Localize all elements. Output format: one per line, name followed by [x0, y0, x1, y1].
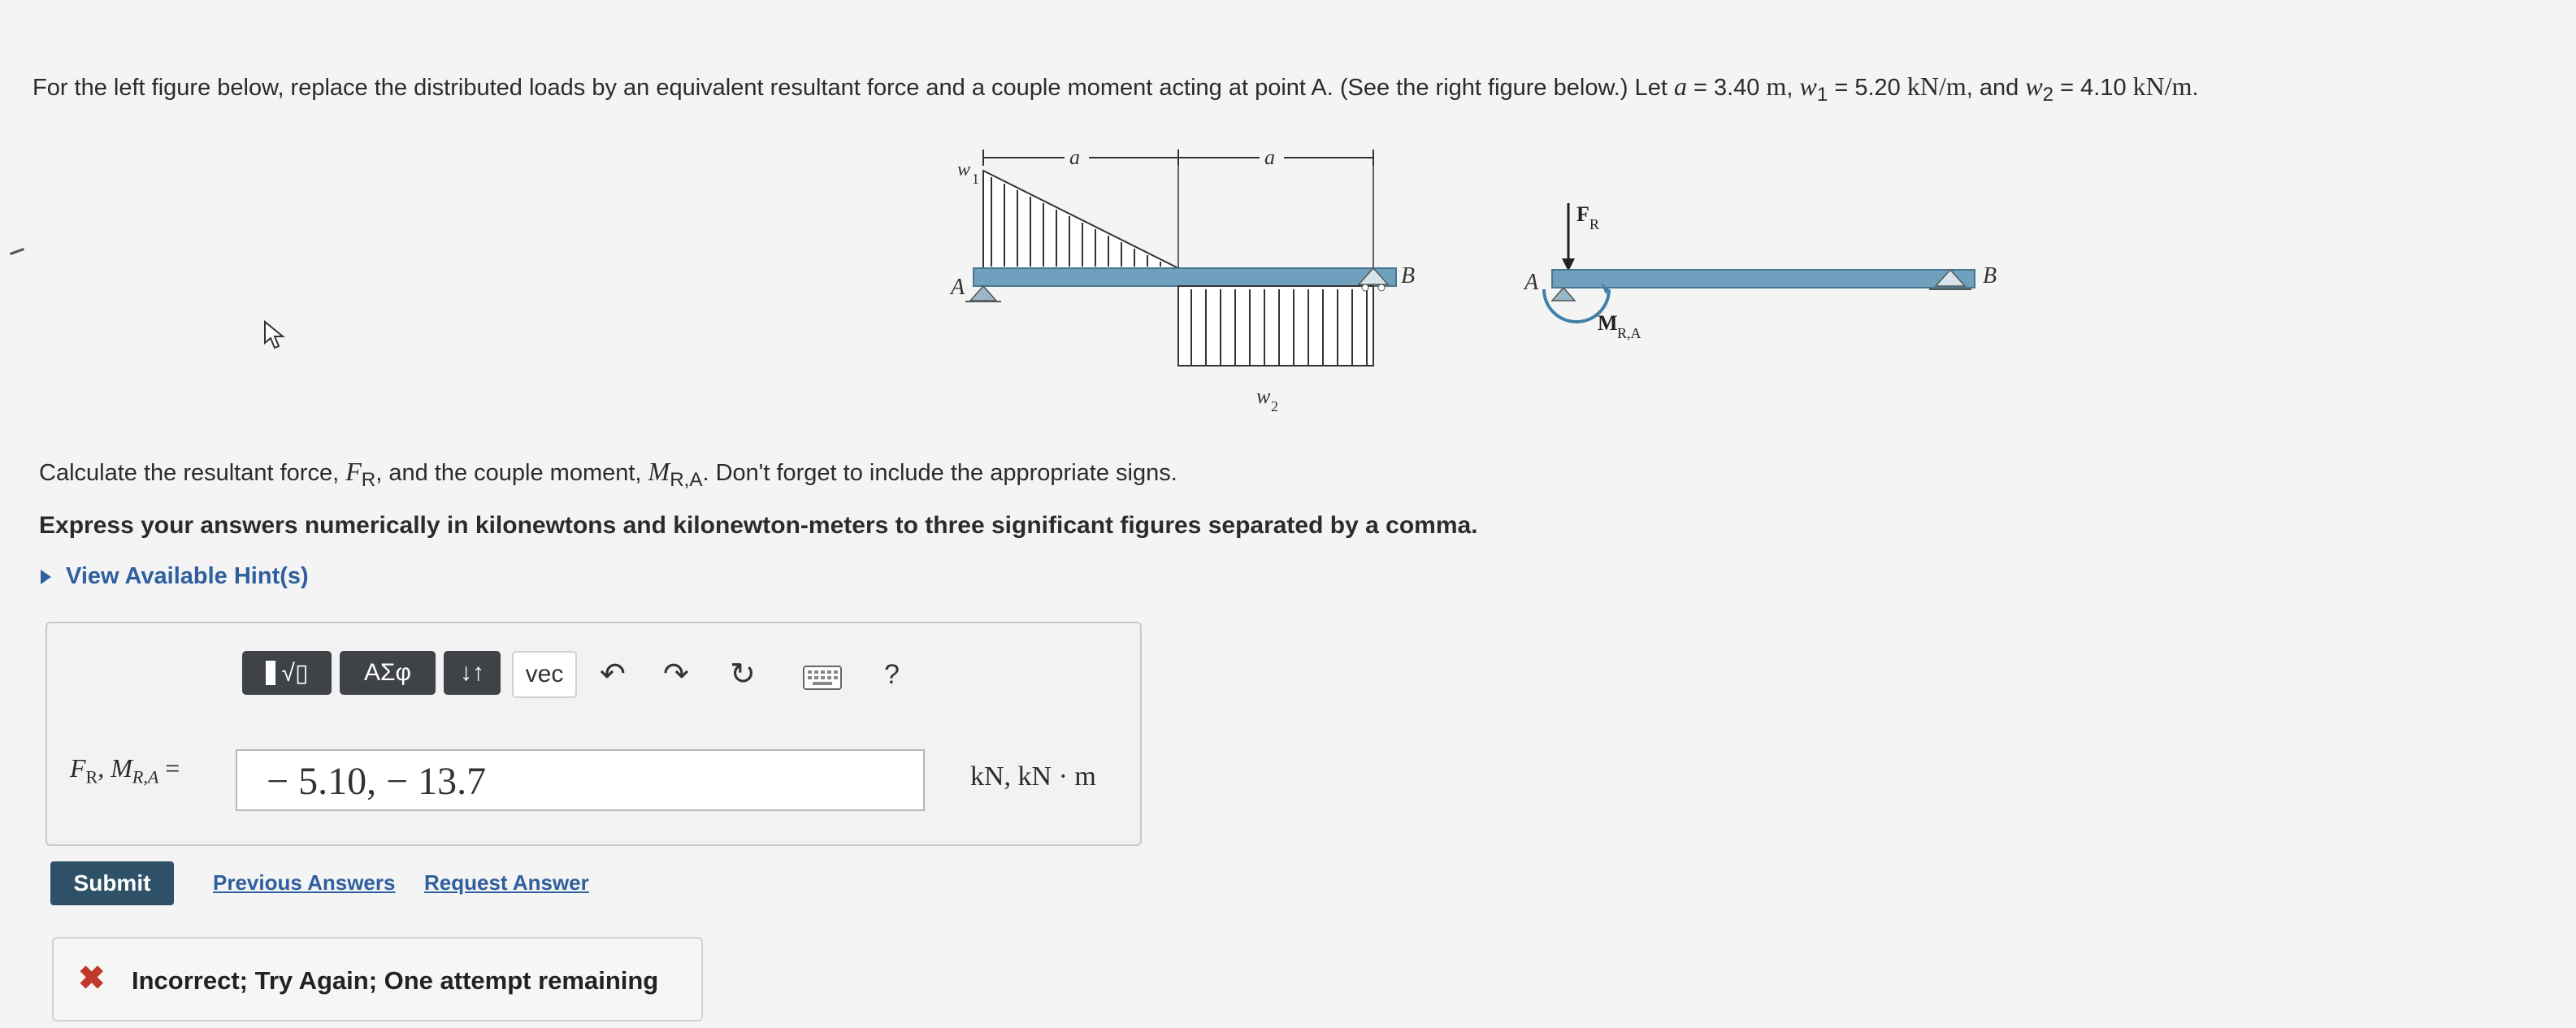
calc-fr-symbol: F [345, 457, 362, 486]
answer-label: $F_R$, $M_{R,A}$ = [70, 753, 180, 787]
point-A-label: A [951, 275, 965, 300]
incorrect-x-icon: ✖ [78, 961, 106, 996]
prompt-end: . [2192, 75, 2199, 101]
w1-label-sub: 1 [972, 171, 979, 187]
beam [974, 268, 1396, 286]
answer-units: kN, kN · m [970, 761, 1096, 792]
express-instruction: Express your answers numerically in kilonewtons and kilonewton-meters to three significant figures separated by a comma. [39, 512, 1478, 539]
w1-sub: 1 [1816, 83, 1828, 106]
feedback-box [52, 937, 703, 1021]
w1-unit: kN/m [1906, 72, 1967, 101]
answer-panel [46, 622, 1142, 846]
subscript-superscript-button[interactable]: ↓↑ [444, 651, 501, 695]
and-text: , and [1966, 75, 2019, 101]
FR-label-sub: R [1589, 216, 1600, 232]
hints-label: View Available Hint(s) [66, 563, 309, 589]
vector-button[interactable]: vec [512, 651, 577, 698]
keyboard-icon[interactable] [803, 666, 842, 690]
left-beam-figure [935, 138, 1455, 439]
MRA-label-sub: R,A [1617, 325, 1641, 341]
redo-icon[interactable]: ↷ [663, 657, 689, 692]
mouse-cursor-icon [262, 319, 291, 351]
right-point-B-label: B [1983, 263, 1997, 288]
answer-input[interactable]: − 5.10, − 13.7 [236, 749, 925, 811]
uniform-load [1178, 286, 1373, 366]
feedback-message: Incorrect; Try Again; One attempt remaining [132, 966, 659, 995]
dim-label-a-left: a [1069, 145, 1080, 169]
w1-label: w [957, 159, 971, 180]
expand-triangle-icon [41, 570, 51, 584]
MRA-label: M [1598, 311, 1618, 335]
w2-label: w [1256, 384, 1271, 408]
prompt-lead: For the left figure below, replace the distributed loads by an equivalent resultant force and a couple moment acting at point A. (See the right figure below.) Let [33, 75, 1667, 101]
w2-value: = 4.10 [2060, 75, 2127, 101]
templates-button[interactable]: √▯ [242, 651, 332, 695]
help-button[interactable]: ? [884, 659, 900, 690]
w2-sub: 2 [2042, 83, 2054, 106]
reset-icon[interactable]: ↻ [730, 657, 756, 692]
right-point-A-label: A [1524, 270, 1539, 295]
submit-button[interactable]: Submit [50, 861, 174, 905]
var-w2: w [2025, 72, 2043, 101]
w1-value: = 5.20 [1834, 75, 1901, 101]
stray-mark [10, 248, 24, 255]
hints-toggle[interactable] [41, 563, 309, 590]
previous-answers-link[interactable]: Previous Answers [213, 870, 396, 895]
request-answer-link[interactable]: Request Answer [424, 870, 589, 895]
symbols-button[interactable]: ΑΣφ [340, 651, 436, 695]
triangular-load [983, 171, 1178, 268]
var-w1: w [1799, 72, 1817, 101]
point-B-label: B [1401, 263, 1416, 288]
right-pin-support-A [1552, 288, 1575, 301]
equivalent-beam [1552, 270, 1975, 288]
w2-unit: kN/m [2132, 72, 2192, 101]
a-value: = 3.40 [1693, 75, 1760, 101]
undo-icon[interactable]: ↶ [600, 657, 626, 692]
template-block-icon [266, 661, 275, 685]
FR-label: F [1576, 202, 1589, 226]
pin-support-A [965, 286, 1001, 301]
w2-label-sub: 2 [1271, 398, 1278, 414]
dim-label-a-right: a [1264, 145, 1275, 169]
var-a: a [1673, 72, 1687, 101]
right-beam-figure [1495, 187, 2015, 349]
calc-m-symbol: M [648, 457, 670, 486]
calc-instruction: Calculate the resultant force, $F_R$, and the couple moment, $M_{R,A}$. Don't forget to include the appropriate signs. [39, 457, 1177, 491]
a-unit: m [1766, 72, 1787, 101]
problem-statement: For the left figure below, replace the distributed loads by an equivalent resultant force and a couple moment acting at point A. (See the right figure below.) Let a = 3.40 m, $w_1 = 5.20$ kN/m, and $w_2 = 4.10$ kN/m. [33, 72, 2199, 106]
